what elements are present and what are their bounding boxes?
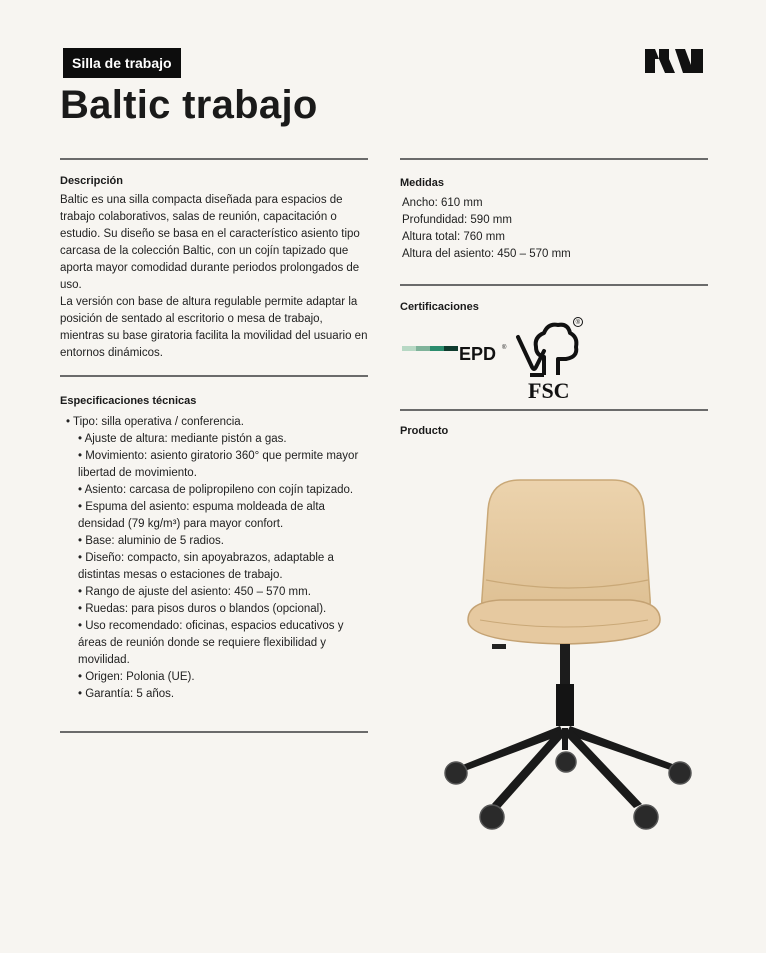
description-paragraph: La versión con base de altura regulable permite adaptar la posición de sentado al escritorio o mesa de trabajo, mientras su base giratoria facilita la movilidad del usuario en entornos dinámicos.	[60, 296, 368, 359]
certifications-heading: Certificaciones	[400, 301, 479, 313]
page-title: Baltic trabajo	[60, 83, 318, 127]
measure-item: Altura del asiento: 450 – 570 mm	[402, 248, 571, 260]
divider	[400, 284, 708, 286]
description-text	[60, 192, 370, 362]
divider	[60, 375, 368, 377]
spec-item: • Ajuste de altura: mediante pistón a gas.	[78, 433, 287, 445]
description-paragraph: Baltic es una silla compacta diseñada para espacios de trabajo colaborativos, salas de reunión, capacitación o estudio. Su diseño se basa en el característico asiento tipo carcasa de la colección Baltic, con un cojín tapizado que aporta mayor comodidad durante periodos prolongados de uso.	[60, 194, 360, 291]
divider	[400, 409, 708, 411]
fsc-logo-icon	[514, 315, 586, 403]
spec-item: • Base: aluminio de 5 radios.	[78, 535, 224, 547]
specs-list	[66, 414, 370, 703]
chair-product-image	[430, 470, 710, 850]
category-badge: Silla de trabajo	[63, 48, 181, 78]
spec-item: • Origen: Polonia (UE).	[78, 671, 195, 683]
spec-item: • Diseño: compacto, sin apoyabrazos, adaptable a distintas mesas o estaciones de trabajo.	[78, 552, 334, 581]
fsc-registered-mark: ®	[575, 320, 581, 327]
measures-list	[402, 195, 702, 263]
spec-item: • Espuma del asiento: espuma moldeada de alta densidad (79 kg/m³) para mayor confort.	[78, 501, 325, 530]
epd-label: EPD	[459, 344, 497, 363]
brand-logo-icon	[645, 49, 703, 73]
product-heading: Producto	[400, 425, 449, 437]
fsc-label: FSC	[528, 378, 570, 403]
measure-item: Profundidad: 590 mm	[402, 214, 512, 226]
description-heading: Descripción	[60, 175, 123, 187]
measure-item: Altura total: 760 mm	[402, 231, 505, 243]
divider	[400, 158, 708, 160]
specs-heading: Especificaciones técnicas	[60, 395, 197, 407]
spec-item: • Asiento: carcasa de polipropileno con cojín tapizado.	[78, 484, 354, 496]
spec-item: • Uso recomendado: oficinas, espacios educativos y áreas de reunión donde se requiere flexibilidad y movilidad.	[78, 620, 344, 666]
spec-item: • Ruedas: para pisos duros o blandos (opcional).	[78, 603, 327, 615]
epd-registered-mark: ®	[502, 345, 507, 351]
divider	[60, 731, 368, 733]
measures-heading: Medidas	[400, 177, 445, 189]
spec-item: • Garantía: 5 años.	[78, 688, 175, 700]
spec-item: • Tipo: silla operativa / conferencia.	[66, 416, 244, 428]
spec-item: • Movimiento: asiento giratorio 360° que permite mayor libertad de movimiento.	[78, 450, 359, 479]
epd-logo-icon	[402, 341, 514, 363]
spec-item: • Rango de ajuste del asiento: 450 – 570 mm.	[78, 586, 311, 598]
divider	[60, 158, 368, 160]
measure-item: Ancho: 610 mm	[402, 197, 483, 209]
